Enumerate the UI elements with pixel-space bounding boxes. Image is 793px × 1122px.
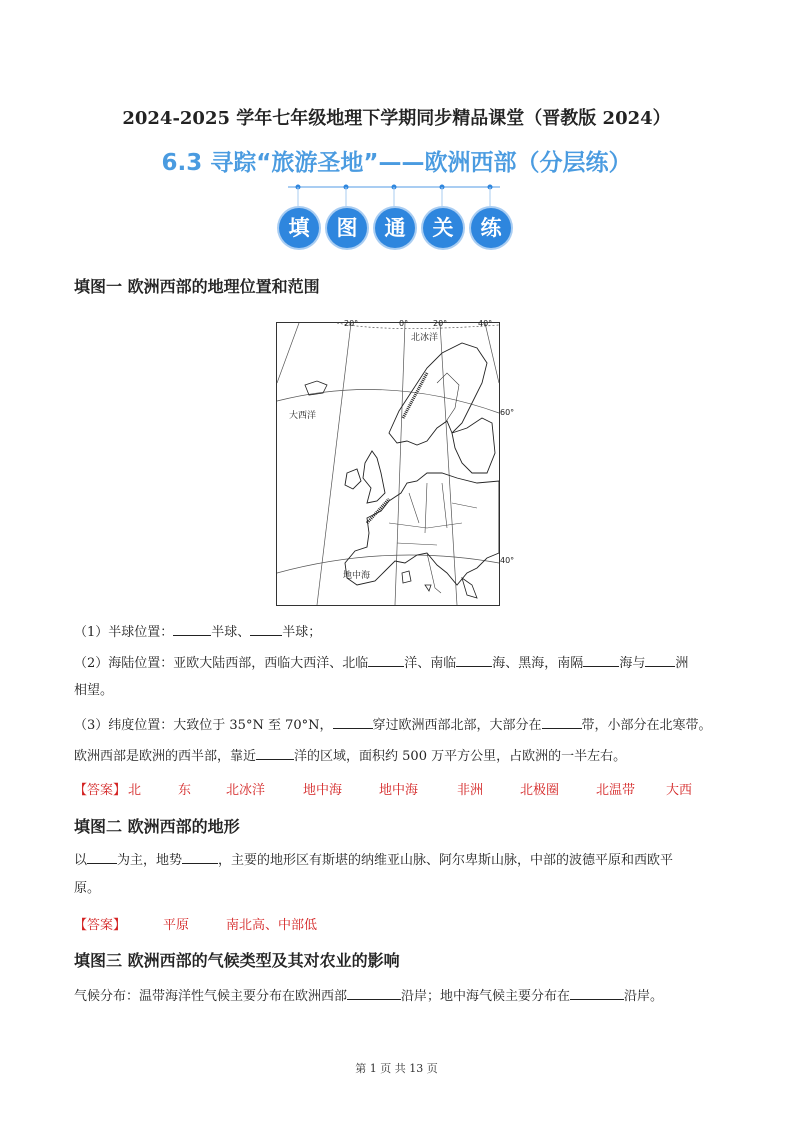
map-lon-label: 20° — [433, 319, 448, 328]
answer-item: 北极圈 — [520, 783, 560, 798]
map-label-mediterranean: 地中海 — [343, 571, 371, 581]
blank[interactable] — [583, 655, 619, 667]
blank[interactable] — [250, 624, 282, 636]
map-lon-label: 40° — [478, 319, 493, 328]
blank[interactable] — [456, 655, 492, 667]
page-footer: 第 1 页 共 13 页 — [355, 1062, 438, 1075]
answer-item: 地中海 — [303, 783, 343, 798]
answer-item: 平原 — [163, 918, 190, 933]
answer-item: 非洲 — [457, 783, 484, 798]
blank[interactable] — [87, 852, 117, 864]
question-1: （1）半球位置： 半球、 半球； — [74, 625, 322, 640]
question-2-cont: 相望。 — [74, 683, 114, 698]
section-heading-2: 填图二 欧洲西部的地形 — [74, 817, 240, 836]
map-lat-label: 40° — [500, 556, 515, 565]
answer-item: 地中海 — [379, 783, 419, 798]
blank[interactable] — [347, 988, 401, 1000]
badge-tian: 填 — [279, 208, 319, 248]
answer-label: 【答案】 — [74, 783, 127, 798]
answer-item: 大西 — [666, 783, 693, 798]
blank[interactable] — [256, 748, 294, 760]
section-3-text: 气候分布：温带海洋性气候主要分布在欧洲西部 沿岸；地中海气候主要分布在 沿岸。 — [74, 989, 664, 1004]
blank[interactable] — [368, 655, 404, 667]
blank[interactable] — [182, 852, 218, 864]
badge-guan: 关 — [423, 208, 463, 248]
section-heading-1: 填图一 欧洲西部的地理位置和范围 — [74, 277, 320, 296]
section-2-text-cont: 原。 — [74, 881, 101, 896]
answer-item: 北 — [128, 783, 142, 798]
question-2: （2）海陆位置：亚欧大陆西部，西临大西洋、北临 洋、南临 海、黑海，南隔 海与 洲 — [74, 656, 689, 671]
answer-row-2 — [74, 914, 734, 933]
map-lon-label: 20° — [344, 319, 359, 328]
badge-tong: 通 — [375, 208, 415, 248]
answer-item: 东 — [178, 783, 192, 798]
blank[interactable] — [333, 717, 373, 729]
map-lon-label: 0° — [399, 319, 409, 328]
section-2-text: 以 为主，地势 ，主要的地形区有斯堪的纳维亚山脉、阿尔卑斯山脉，中部的波德平原和西欧平 — [74, 853, 674, 868]
answer-label: 【答案】 — [74, 918, 127, 933]
question-3: （3）纬度位置：大致位于 35°N 至 70°N， 穿过欧洲西部北部，大部分在 带，小部分在北寒带。 — [74, 718, 712, 733]
blank[interactable] — [645, 655, 675, 667]
badge-lian: 练 — [471, 208, 511, 248]
map-label-arctic-ocean: 北冰洋 — [411, 333, 439, 343]
question-3-cont: 欧洲西部是欧洲的西半部，靠近 洋的区域，面积约 500 万平方公里，占欧洲的一半左右。 — [74, 749, 627, 764]
europe-west-map — [276, 319, 515, 606]
answer-item: 北温带 — [596, 783, 636, 798]
answer-item: 北冰洋 — [226, 783, 266, 798]
answer-row-1 — [74, 779, 734, 798]
blank[interactable] — [173, 624, 211, 636]
section-heading-3: 填图三 欧洲西部的气候类型及其对农业的影响 — [74, 951, 400, 970]
badge-tu: 图 — [327, 208, 367, 248]
map-label-atlantic-ocean: 大西洋 — [289, 411, 317, 421]
document-subtitle: 6.3 寻踪“旅游圣地”——欧洲西部（分层练） — [161, 150, 632, 176]
blank[interactable] — [570, 988, 624, 1000]
blank[interactable] — [542, 717, 582, 729]
map-lat-label: 60° — [500, 408, 515, 417]
answer-item: 南北高、中部低 — [226, 918, 318, 933]
document-title: 2024-2025 学年七年级地理下学期同步精品课堂（晋教版 2024） — [122, 108, 671, 129]
